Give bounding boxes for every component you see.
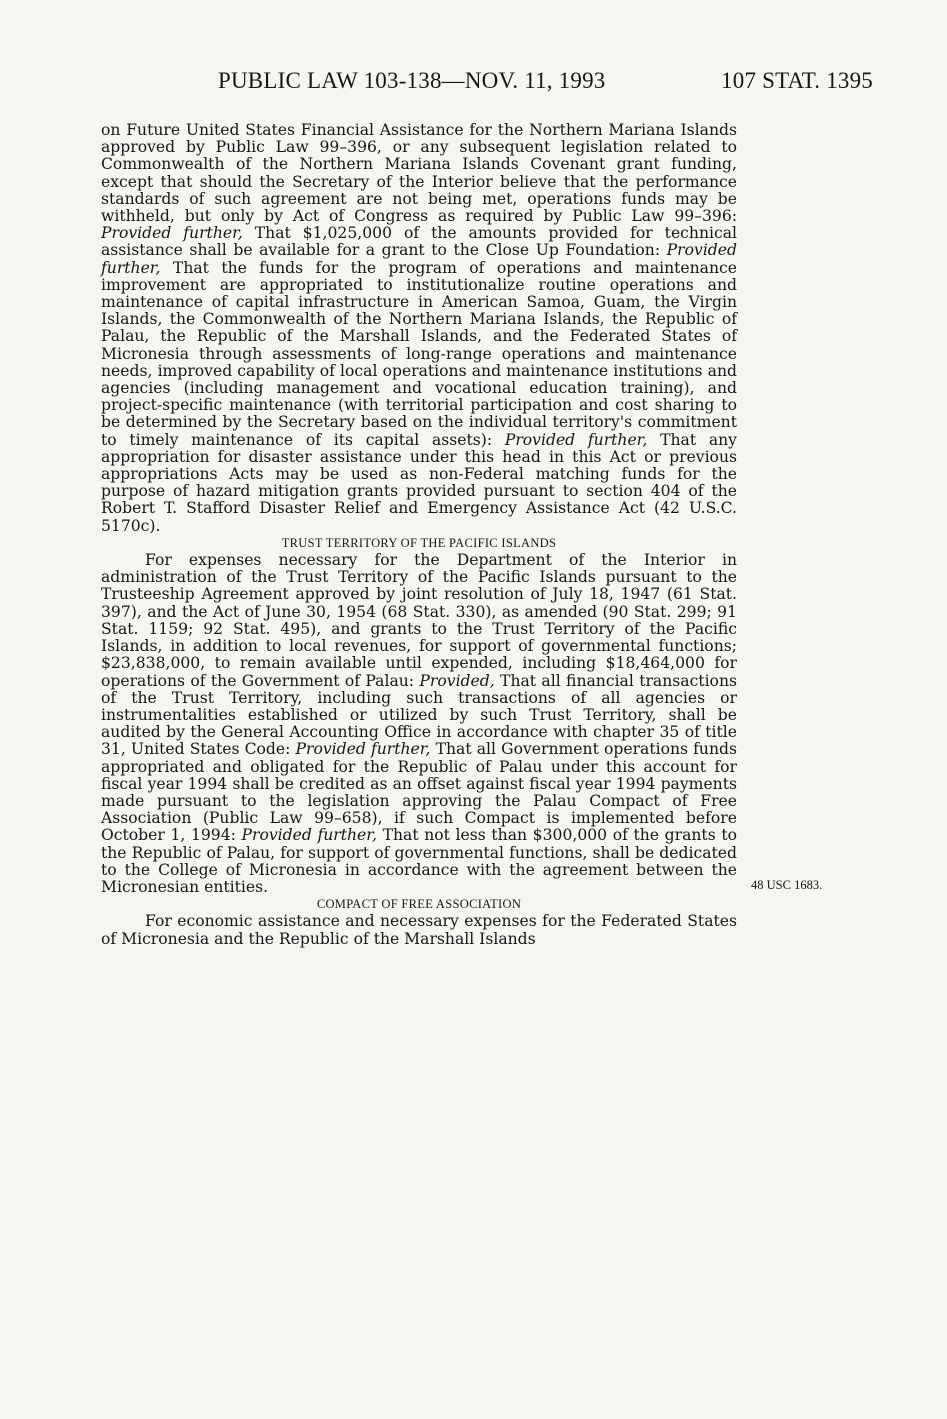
text-run: That all Government operations funds appropriated and obligated for the Republic of Palau under this account for fiscal year 1994 shall be credited as an offset against fiscal year 1994 payments made pursuant to the legislation approving the Palau Compact of Free Association (Public Law 99–658), if such Compact is implemented before October 1, 1994: (101, 740, 737, 845)
text-run: on Future United States Financial Assistance for the Northern Mariana Islands approved by Public Law 99–396, or any subsequent legislation related to Commonwealth of the Northern Mariana Islands Covenant grant funding, except that should the Secretary of the Interior believe that the performance standards of such agreement are not being met, operations funds may be withheld, but only by Act of Congress as required by Public Law 99–396: (101, 121, 737, 226)
compact-paragraph: For economic assistance and necessary expenses for the Federated States of Micronesia and the Republic of the Marshall Islands (101, 912, 737, 948)
statute-page-number: 107 STAT. 1395 (721, 68, 873, 93)
proviso-italic: Provided further, (504, 430, 648, 449)
section-heading-compact: COMPACT OF FREE ASSOCIATION (316, 897, 522, 912)
margin-note-usc-citation: 48 USC 1683. (751, 878, 823, 892)
proviso-italic: Provided further, (241, 826, 377, 845)
text-run: That any appropriation for disaster assistance under this head in this Act or previous appropriations Acts may be used as non-Federal matching funds for the purpose of hazard mitigation grants provided pursuant to section 404 of the Robert T. Stafford Disaster Relief and Emergency Assistance Act (42 U.S.C. 5170c). (101, 430, 737, 535)
continued-paragraph (101, 122, 737, 535)
proviso-italic: Provided, (419, 671, 495, 690)
text-run: For expenses necessary for the Department of the Interior in administration of the Trust Territory of the Pacific Islands pursuant to the Trusteeship Agreement approved by joint resolution of July 18, 1947 (61 Stat. 397), and the Act of June 30, 1954 (68 Stat. 330), as amended (90 Stat. 299; 91 Stat. 1159; 92 Stat. 495), and grants to the Trust Territory of the Pacific Islands, in addition to local revenues, for support of governmental functions; $23,838,000, to remain available until expended, including $18,464,000 for operations of the Government of Palau: (101, 551, 737, 690)
text-run: That all financial transactions of the Trust Territory, including such transactions of all agencies or instrumentalities established or utilized by such Trust Territory, shall be audited by the General Accounting Office in accordance with chapter 35 of title 31, United States Code: (101, 671, 737, 759)
section-heading-trust-territory: TRUST TERRITORY OF THE PACIFIC ISLANDS (281, 535, 557, 550)
text-run: That not less than $300,000 of the grants to the Republic of Palau, for support of governmental functions, shall be dedicated to the College of Micronesia in accordance with the agreement between the Micronesian entities. (101, 826, 737, 896)
page-header (218, 68, 873, 108)
trust-territory-paragraph (101, 552, 737, 896)
proviso-italic: Provided further, (101, 241, 737, 277)
public-law-citation: PUBLIC LAW 103-138—NOV. 11, 1993 (218, 68, 606, 93)
text-run: That the funds for the program of operations and maintenance improvement are appropriated to institutionalize routine operations and maintenance of capital infrastructure in American Samoa, Guam, the Virgin Islands, the Commonwealth of the Northern Mariana Islands, the Republic of Palau, the Republic of the Marshall Islands, and the Federated States of Micronesia through assessments of long-range operations and maintenance needs, improved capability of local operations and maintenance institutions and agencies (including management and vocational education training), and project-specific maintenance (with territorial participation and cost sharing to be determined by the Secretary based on the individual territory's commitment to timely maintenance of its capital assets): (101, 258, 737, 449)
document-body (101, 122, 737, 948)
proviso-italic: Provided further, (101, 224, 243, 243)
text-run: That $1,025,000 of the amounts provided for technical assistance shall be available for a grant to the Close Up Foundation: (101, 224, 737, 260)
proviso-italic: Provided further, (295, 740, 431, 759)
